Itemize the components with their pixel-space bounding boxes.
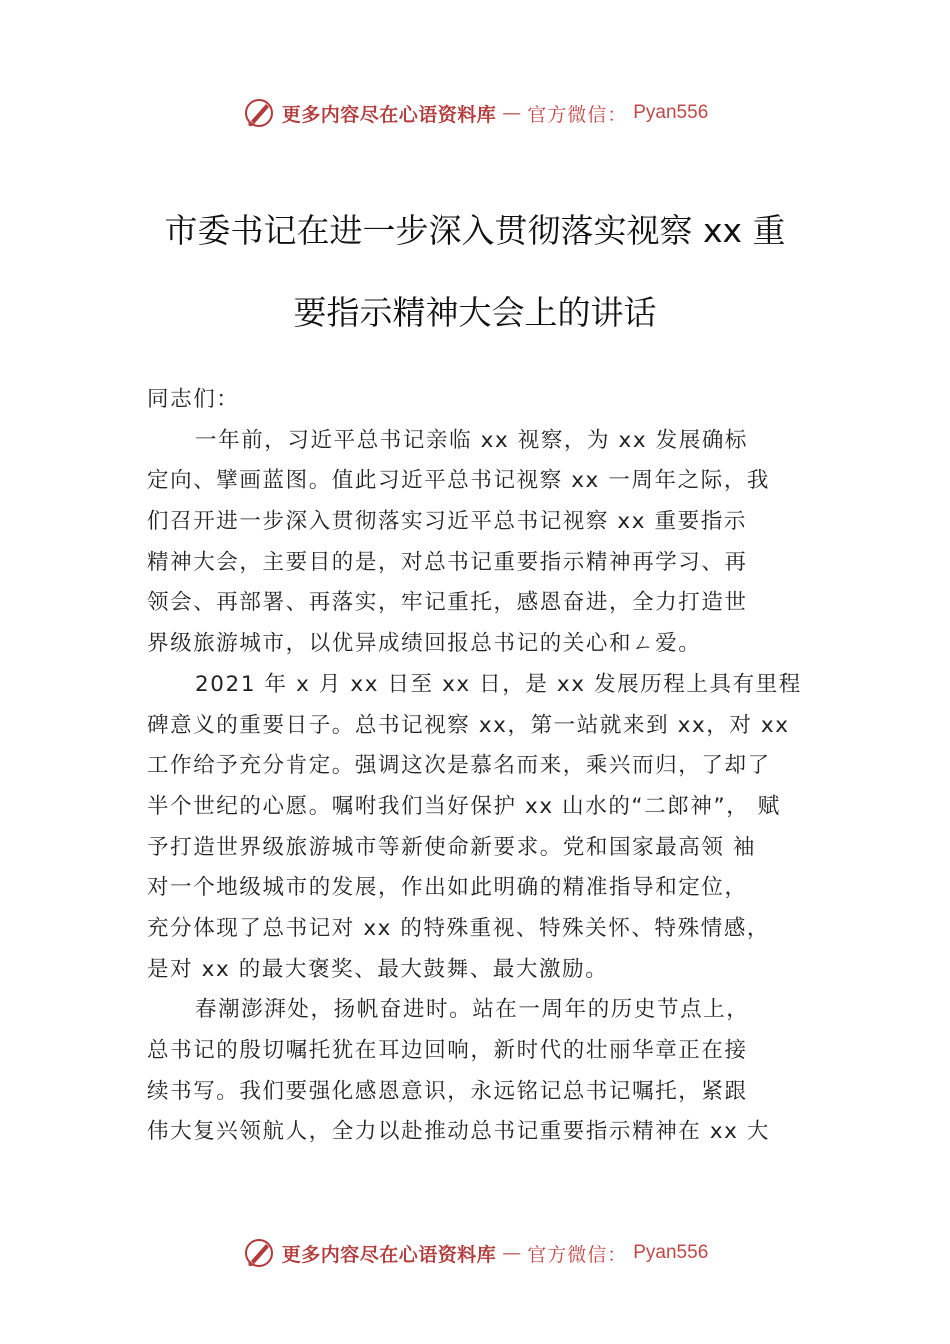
watermark-official-label: 官方微信：	[527, 1243, 628, 1266]
watermark-official-label: 官方微信：	[527, 103, 628, 126]
paragraph-3-line: 春潮澎湃处，扬帆奋进时。站在一周年的历史节点上，	[195, 997, 750, 1023]
paragraph-2-line: 2021 年 x 月 xx 日至 xx 日，是 xx 发展历程上具有里程	[195, 671, 802, 697]
paragraph-1-line: 一年前，习近平总书记亲临 xx 视察，为 xx 发展确标	[195, 427, 749, 453]
paragraph-2-line: 对一个地级城市的发展，作出如此明确的精准指导和定位，	[147, 875, 748, 901]
watermark-header	[0, 96, 950, 130]
watermark-separator: —	[502, 1242, 522, 1264]
document-body	[147, 380, 811, 1153]
paragraph-2-line: 碑意义的重要日子。总书记视察 xx，第一站就来到 xx，对 xx	[147, 712, 790, 738]
brush-logo-icon	[242, 96, 276, 130]
brush-logo-icon	[242, 1236, 276, 1270]
watermark-main-text: 更多内容尽在心语资料库	[281, 1243, 497, 1266]
paragraph-1-line: 界级旅游城市，以优异成绩回报总书记的关心和ㄥ爱。	[147, 631, 702, 657]
paragraph-1-line: 精神大会，主要目的是，对总书记重要指示精神再学习、再	[147, 549, 748, 575]
paragraph-3-line: 续书写。我们要强化感恩意识，永远铭记总书记嘱托，紧跟	[147, 1078, 748, 1104]
watermark-separator: —	[502, 102, 522, 124]
watermark-wechat-id: Pyan556	[633, 1242, 709, 1263]
title-line-2: 要指示精神大会上的讲话	[293, 293, 657, 332]
paragraph-1-line: 领会、再部署、再落实，牢记重托，感恩奋进，全力打造世	[147, 590, 748, 616]
watermark-main-text: 更多内容尽在心语资料库	[281, 103, 497, 126]
title-line-1: 市委书记在进一步深入贯彻落实视察 xx 重	[164, 211, 786, 250]
paragraph-1-line: 定向、擘画蓝图。值此习近平总书记视察 xx 一周年之际，我	[147, 468, 771, 494]
paragraph-3-line: 总书记的殷切嘱托犹在耳边回响，新时代的壮丽华章正在接	[147, 1038, 748, 1063]
paragraph-2-line: 充分体现了总书记对 xx 的特殊重视、特殊关怀、特殊情感，	[147, 915, 771, 941]
watermark-wechat-id: Pyan556	[633, 102, 709, 123]
paragraph-2-line: 是对 xx 的最大褒奖、最大鼓舞、最大激励。	[147, 956, 609, 982]
paragraph-2-line: 半个世纪的心愿。嘱咐我们当好保护 xx 山水的“二郎神”， 赋	[147, 793, 781, 819]
document-title	[120, 190, 830, 354]
salutation: 同志们：	[147, 387, 240, 412]
paragraph-1-line: 们召开进一步深入贯彻落实习近平总书记视察 xx 重要指示	[147, 509, 747, 535]
paragraph-2-line: 予打造世界级旅游城市等新使命新要求。党和国家最高领 袖	[147, 834, 757, 860]
paragraph-3-line: 伟大复兴领航人，全力以赴推动总书记重要指示精神在 xx 大	[147, 1119, 771, 1145]
paragraph-2-line: 工作给予充分肯定。强调这次是慕名而来，乘兴而归，了却了	[147, 753, 771, 779]
watermark-footer	[0, 1236, 950, 1270]
